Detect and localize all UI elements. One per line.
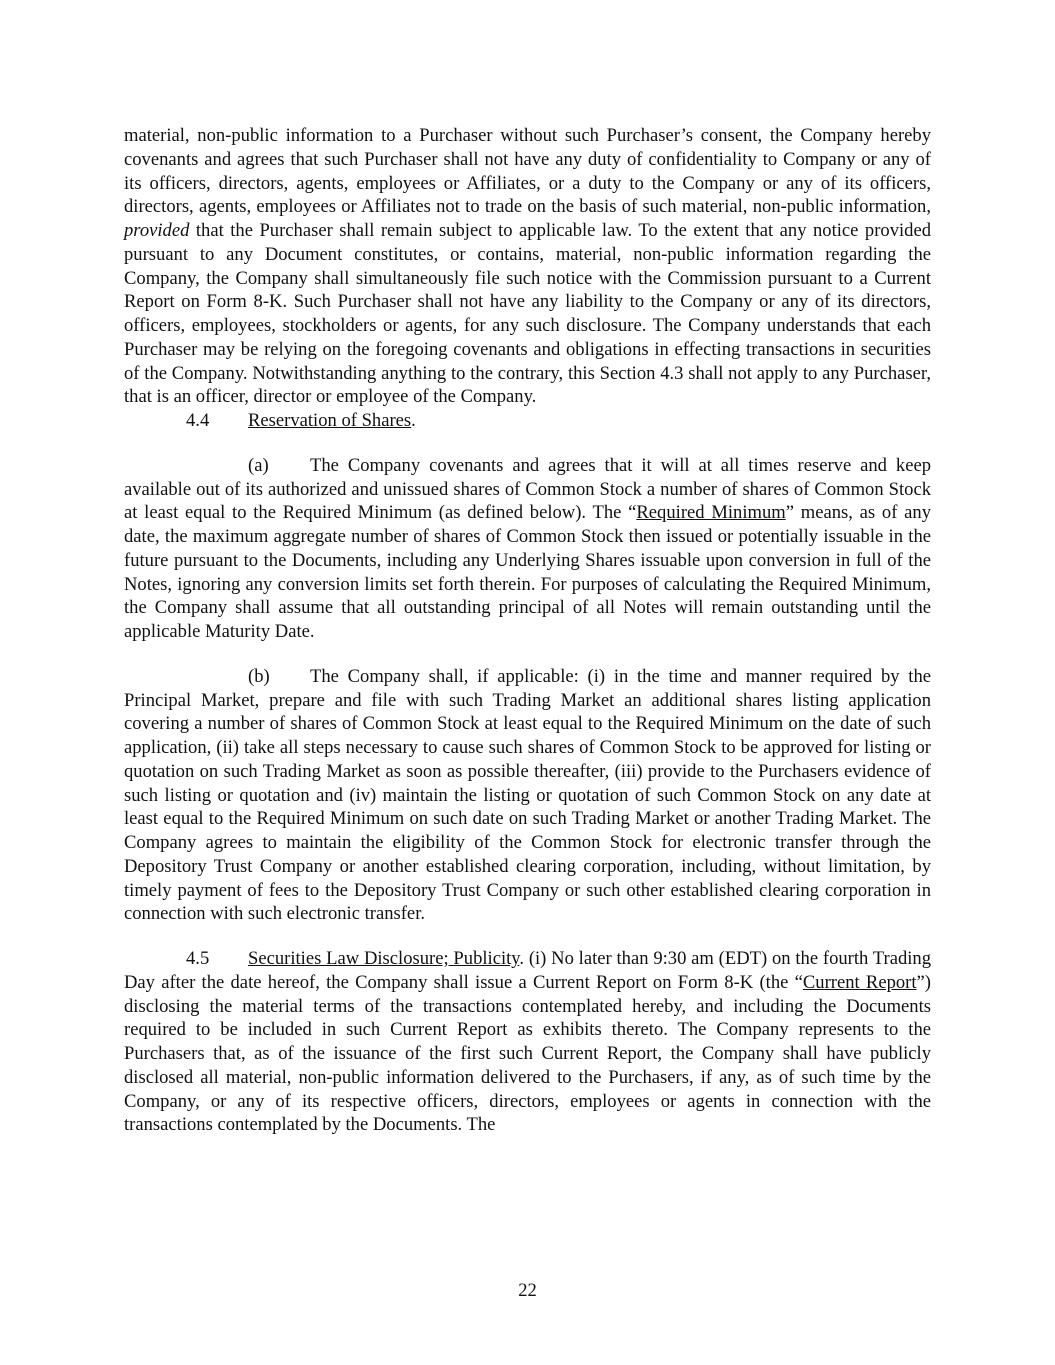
section-4-5-number: 4.5: [186, 948, 210, 969]
section-4-4-number: 4.4: [186, 410, 210, 431]
section-4-3-text-1: material, non-public information to a Purchaser without such Purchaser’s consent, the Company hereby covenants and agrees that such Purchaser shall not have any duty of confidentiality to Company or any of its officers, directors, agents, employees or Affiliates, or a duty to the Company or any of its officers, directors, agents, employees or Affiliates not to trade on the basis of such material, non-public information,: [124, 125, 931, 218]
required-minimum-term: Required Minimum: [636, 502, 786, 524]
section-4-4-title-suffix: .: [411, 410, 416, 431]
section-4-5-title: Securities Law Disclosure; Publicity: [248, 948, 520, 969]
current-report-term: Current Report: [802, 971, 917, 993]
provided-italic: provided: [124, 220, 190, 241]
section-4-4-b-text: The Company shall, if applicable: (i) in the time and manner required by the Principal Market, prepare and file with such Trading Market an additional shares listing application covering a number of shares of Common Stock at least equal to the Required Minimum on the date of such application, (ii) take all steps necessary to cause such shares of Common Stock to be approved for listing or quotation on such Trading Market as soon as possible thereafter, (iii) provide to the Purchasers evidence of such listing or quotation and (iv) maintain the listing or quotation of such Common Stock on any date at least equal to the Required Minimum on such date on such Trading Market or another Trading Market. The Company agrees to maintain the eligibility of the Common Stock for electronic transfer through the Depository Trust Company or another established clearing corporation, including, without limitation, by timely payment of fees to the Depository Trust Company or such other established clearing corporation in connection with such electronic transfer.: [124, 665, 931, 925]
section-4-4-b: [124, 665, 931, 926]
section-4-4-a: [124, 454, 931, 644]
section-4-3-text-2: that the Purchaser shall remain subject to applicable law. To the extent that any notice provided pursuant to any Document constitutes, or contains, material, non-public information regarding the Company, the Company shall simultaneously file such notice with the Commission pursuant to a Current Report on Form 8-K. Such Purchaser shall not have any liability to the Company or any of its directors, officers, employees, stockholders or agents, for any such disclosure. The Company understands that each Purchaser may be relying on the foregoing covenants and obligations in effecting transactions in securities of the Company. Notwithstanding anything to the contrary, this Section 4.3 shall not apply to any Purchaser, that is an officer, director or employee of the Company.: [124, 220, 931, 408]
section-4-3-continuation: [124, 124, 931, 409]
section-4-4-a-text-1: The Company covenants and agrees that it will at all times reserve and keep available out of its authorized and unissued shares of Common Stock a number of shares of Common Stock at least equal to the Required Minimum (as defined below). The “: [124, 454, 931, 524]
section-4-4-b-label: (b): [248, 665, 270, 687]
section-4-5-text-1: . (i) No later than 9:30 am (EDT) on the fourth Trading Day after the date hereof, the Company shall issue a Current Report on Form 8-K (the “: [124, 948, 931, 993]
document-body: [124, 124, 931, 1137]
section-4-5-text-2: ”) disclosing the material terms of the transactions contemplated hereby, and including the Documents required to be included in such Current Report as exhibits thereto. The Company represents to the Purchasers that, as of the issuance of the first such Current Report, the Company shall have publicly disclosed all material, non-public information delivered to the Purchasers, if any, as of such time by the Company, or any of its respective officers, directors, employees or agents in connection with the transactions contemplated by the Documents. The: [124, 971, 931, 1136]
section-4-4-title: Reservation of Shares: [248, 410, 412, 431]
section-4-4-a-label: (a): [248, 454, 269, 476]
page-number: 22: [518, 1280, 537, 1301]
section-4-5: [124, 947, 931, 1137]
section-4-4-heading: [124, 409, 931, 433]
section-4-4-a-text-2: ” means, as of any date, the maximum aggregate number of shares of Common Stock then issued or potentially issuable in the future pursuant to the Documents, including any Underlying Shares issuable upon conversion in full of the Notes, ignoring any conversion limits set forth therein. For purposes of calculating the Required Minimum, the Company shall assume that all outstanding principal of all Notes will remain outstanding until the applicable Maturity Date.: [124, 502, 931, 642]
